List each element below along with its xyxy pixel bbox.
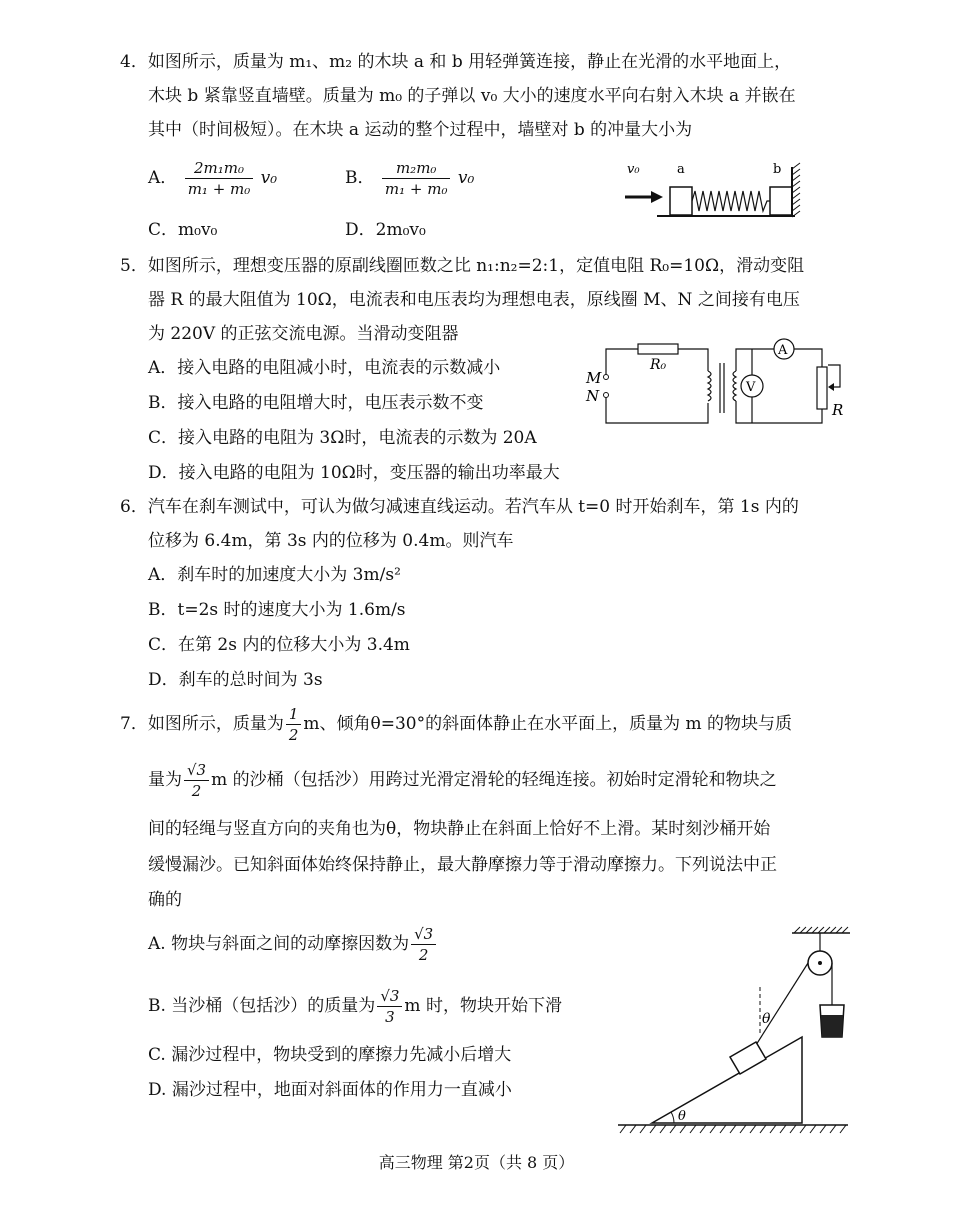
q7-line2-numerator: √3	[184, 760, 209, 781]
q4-option-b	[345, 158, 474, 199]
q4-option-c: C．m₀v₀	[148, 220, 218, 240]
q7-stem-line-3: 间的轻绳与竖直方向的夹角也为θ，物块静止在斜面上恰好不上滑。某时刻沙桶开始	[148, 819, 771, 839]
q7-incline	[652, 1037, 802, 1123]
q7-option-a-numerator: √3	[411, 924, 436, 945]
q4-option-b-label: B．	[345, 168, 375, 188]
q7-stem-line-4: 缓慢漏沙。已知斜面体始终保持静止，最大静摩擦力等于滑动摩擦力。下列说法中正	[148, 855, 777, 875]
q5-stem-line-1: 5．如图所示，理想变压器的原副线圈匝数之比 n₁:n₂=2:1，定值电阻 R₀=10Ω，滑动变阻	[120, 256, 805, 276]
q7-stem-line-2	[148, 758, 777, 802]
q4-spring	[692, 191, 770, 211]
q7-option-d: D. 漏沙过程中，地面对斜面体的作用力一直减小	[148, 1080, 512, 1100]
q5-rheostat	[817, 367, 827, 409]
q7-line2-end: m 的沙桶（包括沙）用跨过光滑定滑轮的轻绳连接。初始时定滑轮和物块之	[211, 770, 777, 790]
q4-stem-line-1: 4．如图所示，质量为 m₁、m₂ 的木块 a 和 b 用轻弹簧连接，静止在光滑的水平地面上，	[120, 52, 792, 72]
q5-label-r0: R₀	[650, 357, 667, 373]
q7-option-a	[148, 922, 438, 966]
q7-angle-label-top: θ	[762, 1011, 771, 1027]
q6-option-d: D．刹车的总时间为 3s	[148, 670, 323, 690]
q5-stem-line-2: 器 R 的最大阻值为 10Ω，电流表和电压表均为理想电表，原线圈 M、N 之间接有电压	[148, 290, 800, 310]
q5-label-n: N	[586, 387, 600, 405]
q4-stem-line-2: 木块 b 紧靠竖直墙壁。质量为 m₀ 的子弹以 v₀ 大小的速度水平向右射入木块 a 并嵌在	[148, 86, 796, 106]
q5-secondary-coil	[733, 371, 736, 401]
q4-option-a-numerator: 2m₁m₀	[185, 158, 254, 179]
q7-rope-block	[756, 963, 808, 1045]
q5-option-b: B．接入电路的电阻增大时，电压表示数不变	[148, 393, 484, 413]
q5-ammeter-label: A	[778, 343, 788, 358]
q5-circuit-figure	[582, 335, 852, 435]
q4-option-a	[148, 158, 277, 199]
q5-label-m: M	[586, 369, 602, 387]
q4-option-d: D．2m₀v₀	[345, 220, 426, 240]
q5-stem-line-3: 为 220V 的正弦交流电源。当滑动变阻器	[148, 324, 459, 344]
q4-block-a	[670, 187, 692, 215]
q7-line1-start: 7．如图所示，质量为	[120, 714, 284, 734]
q5-option-a: A．接入电路的电阻减小时，电流表的示数减小	[148, 358, 501, 378]
q5-voltmeter-label: V	[746, 380, 756, 395]
q5-option-d: D．接入电路的电阻为 10Ω时，变压器的输出功率最大	[148, 463, 560, 483]
q4-option-b-fraction	[382, 158, 451, 199]
q4-wall-hatch	[792, 163, 800, 217]
q7-option-b	[148, 984, 562, 1028]
q7-ceiling-hatch	[794, 927, 848, 933]
q7-option-a-fraction	[411, 924, 436, 965]
q7-ground-hatch	[620, 1125, 846, 1133]
q6-option-c: C．在第 2s 内的位移大小为 3.4m	[148, 635, 410, 655]
q5-terminal-m	[604, 375, 609, 380]
q4-option-a-label: A．	[148, 168, 178, 188]
q7-sand	[821, 1015, 843, 1037]
q4-block-b	[770, 187, 792, 215]
q4-figure-v0-label: v₀	[627, 162, 640, 177]
q7-angle-label-bottom: θ	[678, 1109, 686, 1124]
q6-option-b: B．t=2s 时的速度大小为 1.6m/s	[148, 600, 406, 620]
q4-stem-line-3: 其中（时间极短）。在木块 a 运动的整个过程中，墙壁对 b 的冲量大小为	[148, 120, 693, 140]
q6-stem-line-1: 6．汽车在刹车测试中，可认为做匀减速直线运动。若汽车从 t=0 时开始刹车，第 1s 内的	[120, 497, 799, 517]
q5-terminal-n	[604, 393, 609, 398]
q4-option-a-tail: v₀	[260, 168, 278, 188]
q4-option-a-fraction	[185, 158, 254, 199]
q4-figure-b-label: b	[773, 162, 782, 177]
q7-option-b-denominator: 3	[385, 1008, 395, 1026]
q5-primary-coil	[708, 371, 711, 401]
q4-option-b-denominator: m₁ + m₀	[384, 180, 448, 198]
q7-option-c: C. 漏沙过程中，物块受到的摩擦力先减小后增大	[148, 1045, 512, 1065]
q7-option-b-fraction	[377, 986, 402, 1027]
q5-label-r: R	[832, 401, 844, 419]
q7-line1-end: m、倾角θ=30°的斜面体静止在水平面上，质量为 m 的物块与质	[303, 714, 793, 734]
q4-option-b-tail: v₀	[457, 168, 475, 188]
q4-option-b-numerator: m₂m₀	[382, 158, 451, 179]
q7-line1-fraction	[286, 704, 302, 745]
q4-spring-figure	[615, 155, 805, 227]
q7-option-b-text: B. 当沙桶（包括沙）的质量为	[148, 996, 376, 1016]
q7-option-b-tail: m 时，物块开始下滑	[404, 996, 562, 1016]
q7-line1-numerator: 1	[286, 704, 302, 725]
q4-option-a-denominator: m₁ + m₀	[187, 180, 251, 198]
q7-line2-start: 量为	[148, 770, 182, 790]
q6-stem-line-2: 位移为 6.4m，第 3s 内的位移为 0.4m。则汽车	[148, 531, 514, 551]
page-footer: 高三物理 第2页（共 8 页）	[378, 1153, 575, 1172]
q5-option-c: C．接入电路的电阻为 3Ω时，电流表的示数为 20A	[148, 428, 537, 448]
q7-option-a-denominator: 2	[418, 946, 429, 964]
q5-resistor-r0	[638, 344, 678, 354]
q7-option-a-text: A. 物块与斜面之间的动摩擦因数为	[148, 934, 410, 954]
q4-bullet-arrowhead	[651, 191, 663, 203]
q7-pulley-axle	[818, 961, 822, 965]
q7-stem-line-1	[120, 702, 792, 746]
q7-incline-figure	[612, 925, 852, 1145]
q5-rheostat-slider	[828, 383, 834, 391]
q7-line1-denominator: 2	[288, 726, 299, 744]
q6-option-a: A．刹车时的加速度大小为 3m/s²	[148, 565, 401, 585]
q7-line2-denominator: 2	[191, 782, 202, 800]
q7-stem-line-5: 确的	[148, 890, 182, 910]
q7-line2-fraction	[184, 760, 209, 801]
q7-option-b-numerator: √3	[377, 986, 402, 1007]
q4-figure-a-label: a	[677, 162, 685, 177]
